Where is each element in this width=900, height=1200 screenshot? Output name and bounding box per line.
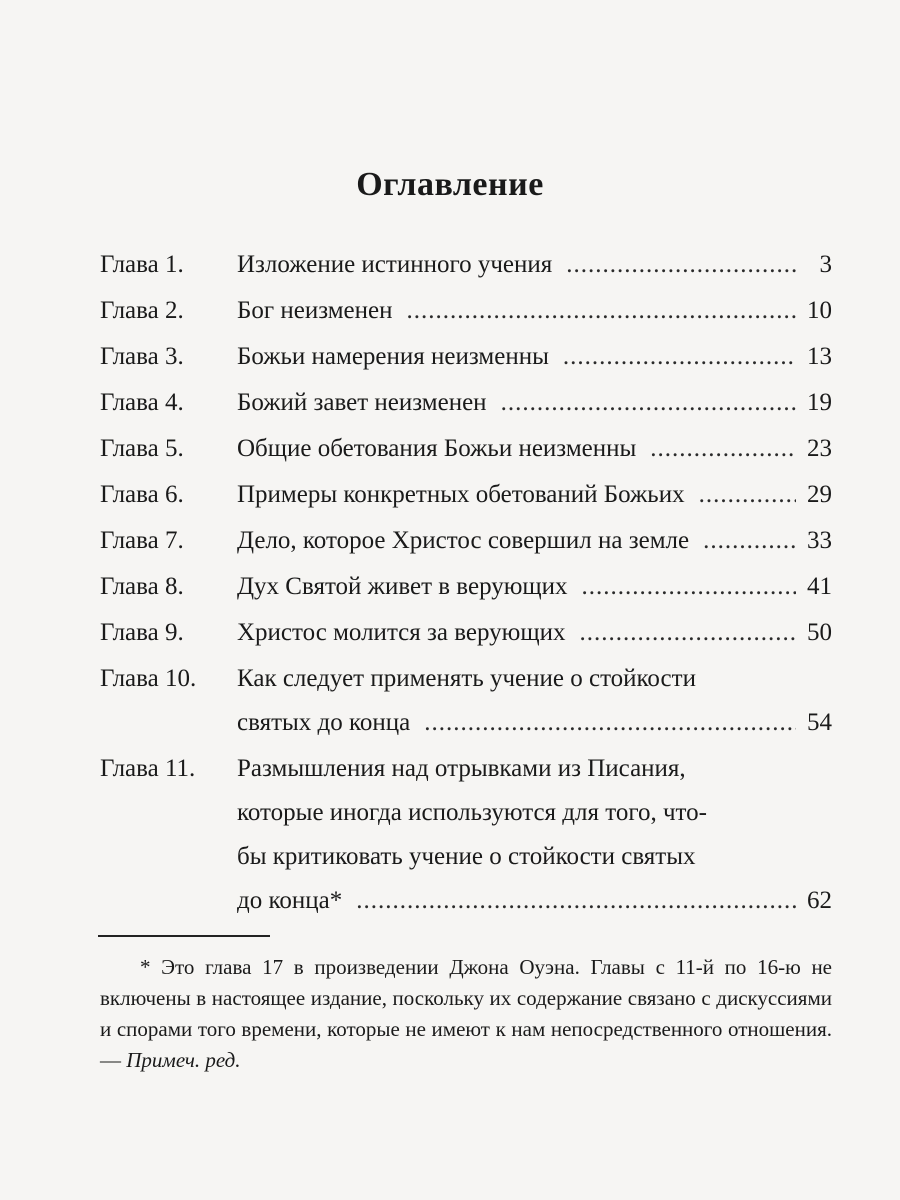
chapter-number: Глава 8.: [100, 573, 184, 600]
toc-entry: [100, 747, 832, 923]
page-number: 10: [807, 297, 832, 324]
chapter-number: Глава 10.: [100, 665, 197, 692]
toc-entry: [100, 335, 832, 379]
chapter-title: Божьи намерения неизменны: [237, 343, 549, 370]
page-number: 62: [807, 887, 832, 914]
page-number: 13: [807, 343, 832, 370]
footnote-divider: [98, 935, 270, 937]
chapter-number: Глава 3.: [100, 343, 184, 370]
chapter-title: Общие обетования Божьи неизменны: [237, 435, 637, 462]
toc-entry: [100, 473, 832, 517]
chapter-number: Глава 7.: [100, 527, 184, 554]
page-number: 41: [807, 573, 832, 600]
chapter-title: Бог неизменен: [237, 297, 393, 324]
chapter-number: Глава 9.: [100, 619, 184, 646]
dot-leader: [424, 701, 796, 745]
chapter-title-line: святых до конца: [237, 709, 411, 736]
chapter-title: Дело, которое Христос совершил на земле: [237, 527, 690, 554]
footnote: [100, 952, 832, 1076]
chapter-title-line: Как следует применять учение о стойкости: [237, 665, 696, 692]
page-number: 29: [807, 481, 832, 508]
footnote-text: * Это глава 17 в произведении Джона Оуэна. Главы с 11-й по 16-ю не включены в настоящее издание, поскольку их содержание связано с дискуссиями и спорами того времени, которые не имеют к нам непосредственного отношения. —: [100, 955, 832, 1072]
page-number: 19: [807, 389, 832, 416]
dot-leader: [501, 381, 796, 425]
toc-entry: [100, 611, 832, 655]
chapter-title-line: до конца*: [237, 887, 343, 914]
dot-leader: [579, 611, 796, 655]
page-title: Оглавление: [356, 166, 544, 203]
chapter-number: Глава 11.: [100, 755, 196, 782]
page-number: 54: [807, 709, 832, 736]
dot-leader: [650, 427, 796, 471]
dot-leader: [703, 519, 796, 563]
dot-leader: [566, 243, 796, 287]
chapter-title: Божий завет неизменен: [237, 389, 487, 416]
chapter-number: Глава 4.: [100, 389, 184, 416]
footnote-editor-note: Примеч. ред.: [126, 1048, 241, 1072]
toc-entry: [100, 289, 832, 333]
dot-leader: [582, 565, 796, 609]
toc-entry: [100, 657, 832, 745]
dot-leader: [356, 879, 796, 923]
toc-entry: [100, 243, 832, 287]
toc-entry: [100, 519, 832, 563]
chapter-title-line: которые иногда используются для того, что-: [237, 799, 707, 826]
dot-leader: [407, 289, 796, 333]
chapter-title: Примеры конкретных обетований Божьих: [237, 481, 685, 508]
chapter-number: Глава 5.: [100, 435, 184, 462]
page-number: 33: [807, 527, 832, 554]
toc-entry: [100, 381, 832, 425]
chapter-title: Христос молится за верующих: [237, 619, 566, 646]
chapter-title: Изложение истинного учения: [237, 251, 553, 278]
chapter-title-line: Размышления над отрывками из Писания,: [237, 755, 686, 782]
toc-entry: [100, 427, 832, 471]
chapter-number: Глава 1.: [100, 251, 184, 278]
toc-entry: [100, 565, 832, 609]
page-number: 50: [807, 619, 832, 646]
chapter-title: Дух Святой живет в верующих: [237, 573, 568, 600]
chapter-number: Глава 6.: [100, 481, 184, 508]
page-number: 23: [807, 435, 832, 462]
chapter-title-line: бы критиковать учение о стойкости святых: [237, 843, 696, 870]
dot-leader: [563, 335, 796, 379]
chapter-number: Глава 2.: [100, 297, 184, 324]
page-number: 3: [819, 251, 832, 278]
table-of-contents: [100, 243, 832, 925]
dot-leader: [699, 473, 796, 517]
